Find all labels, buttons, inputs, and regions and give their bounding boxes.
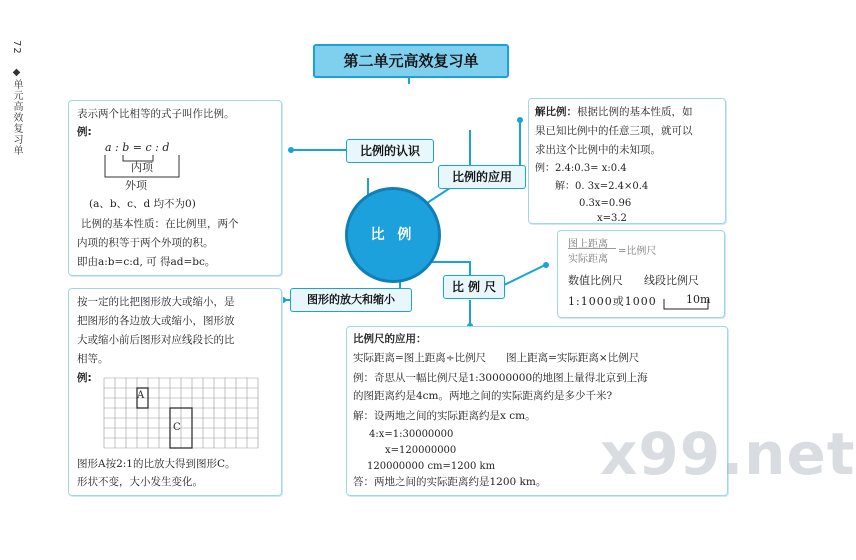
node-dot bbox=[517, 117, 523, 123]
enlarge-line: 相等。 bbox=[77, 353, 109, 365]
example-label: 例: bbox=[77, 126, 92, 138]
solution-step: 0.3x=0.96 bbox=[579, 198, 632, 209]
question-line: 的图距离约是4cm。两地之间的实际距离约是多少千米? bbox=[353, 390, 613, 402]
scale-formulas: 实际距离=图上距离÷比例尺 图上距离=实际距离×比例尺 bbox=[353, 352, 640, 364]
segment-scale-bar bbox=[662, 297, 712, 311]
enlarge-line: 按一定的比把图形放大或缩小，是 bbox=[77, 296, 235, 308]
enlarge-conclusion: 形状不变，大小发生变化。 bbox=[77, 476, 203, 488]
solution-step: x=3.2 bbox=[597, 213, 627, 224]
application-text: 根据比例的基本性质，如 bbox=[577, 106, 693, 118]
node-dot bbox=[288, 147, 294, 153]
solution-step: 4:x=1:30000000 bbox=[369, 429, 454, 440]
question-line: 例：奇思从一幅比例尺是1:30000000的地图上量得北京到上海 bbox=[353, 372, 648, 384]
side-margin bbox=[8, 40, 24, 156]
watermark: x99.net bbox=[600, 420, 856, 488]
proportion-formula: a : b = c : d bbox=[105, 141, 170, 154]
label-scale: 比 例 尺 bbox=[443, 275, 505, 299]
answer-line: 答：两地之间的实际距离约是1200 km。 bbox=[353, 476, 547, 488]
label-enlarge: 图形的放大和缩小 bbox=[290, 288, 412, 312]
solution-step: 解：0. 3x=2.4×0.4 bbox=[555, 181, 649, 192]
segment-length: 10m bbox=[686, 293, 711, 306]
solution-step: 120000000 cm=1200 km bbox=[367, 461, 496, 472]
page-number: 72 bbox=[11, 40, 22, 55]
property-line: 内项的积等于两个外项的积。 bbox=[77, 237, 214, 249]
solution-intro: 解：设两地之间的实际距离约是x cm。 bbox=[353, 410, 536, 422]
application-line: 果已知比例中的任意三项，就可以 bbox=[535, 125, 693, 137]
label-recognition: 比例的认识 bbox=[346, 139, 434, 163]
fraction-denominator: 实际距离 bbox=[568, 254, 608, 265]
property-line: 比例的基本性质：在比例里，两个 bbox=[81, 218, 239, 230]
outer-terms-label: 外项 bbox=[125, 179, 147, 192]
condition-text: (a、b、c、d 均不为0) bbox=[89, 198, 196, 210]
definition-text: 表示两个比相等的式子叫作比例。 bbox=[77, 108, 235, 120]
enlarge-line: 把图形的各边放大或缩小，图形放 bbox=[77, 315, 235, 327]
inner-terms-label: 内项 bbox=[131, 161, 153, 174]
scale-equals: =比例尺 bbox=[618, 246, 657, 257]
fraction-numerator: 图上距离 bbox=[568, 239, 608, 250]
solve-heading: 解比例： bbox=[535, 106, 577, 118]
center-node: 比 例 bbox=[345, 187, 441, 283]
enlarge-conclusion: 图形A按2:1的比放大得到图形C。 bbox=[77, 458, 236, 470]
shape-c-label: C bbox=[173, 422, 181, 433]
scale-application-heading: 比例尺的应用： bbox=[353, 333, 427, 345]
scale-panel bbox=[557, 230, 725, 318]
application-panel bbox=[528, 98, 726, 224]
label-application: 比例的应用 bbox=[438, 165, 526, 189]
property-line: 即由a:b=c:d, 可 得ad=bc。 bbox=[77, 256, 216, 268]
page-title: 第二单元高效复习单 bbox=[313, 44, 509, 78]
example-label: 例: bbox=[77, 372, 92, 384]
enlarge-line: 大或缩小前后图形对应线段长的比 bbox=[77, 334, 235, 346]
scale-kinds: 数值比例尺 线段比例尺 bbox=[568, 274, 699, 287]
recognition-panel bbox=[68, 100, 282, 276]
node-dot bbox=[543, 262, 549, 268]
example-equation: 例：2.4:0.3= x:0.4 bbox=[535, 163, 627, 174]
numeric-scale: 1:1000或1000 bbox=[568, 295, 657, 308]
solution-step: x=120000000 bbox=[385, 445, 457, 456]
chapter-title: ◆单元高效复习单 bbox=[11, 66, 22, 156]
fraction-bar bbox=[568, 248, 616, 249]
application-line: 求出这个比例中的未知项。 bbox=[535, 144, 661, 156]
shape-a-label: A bbox=[137, 390, 145, 401]
application-line bbox=[535, 103, 693, 122]
grid-figure bbox=[104, 378, 258, 448]
